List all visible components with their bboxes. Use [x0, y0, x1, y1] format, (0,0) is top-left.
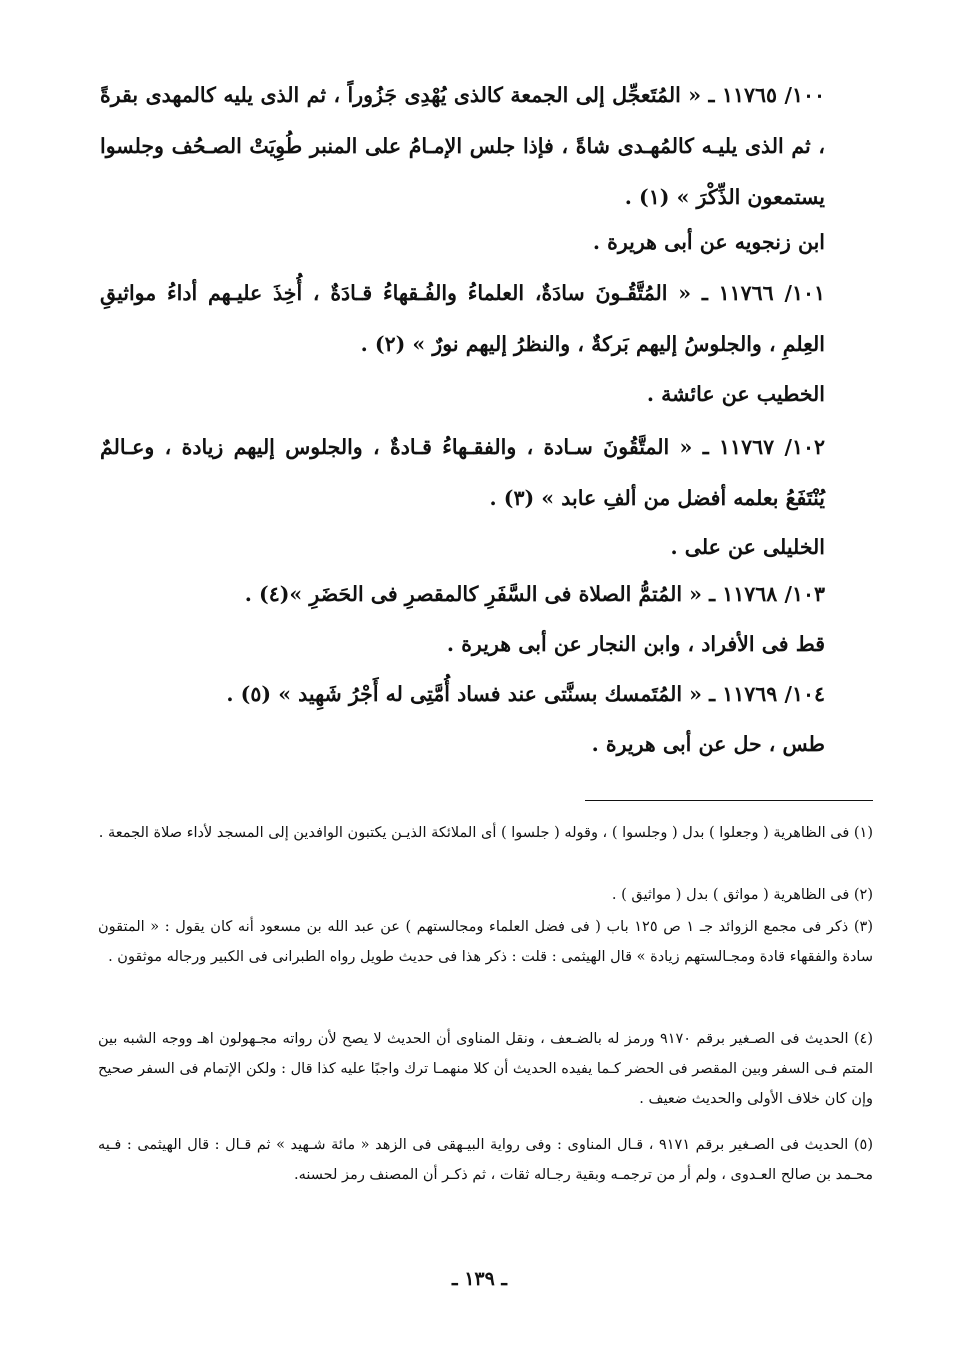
- source-103: قط فى الأفراد ، وابن النجار عن أبى هريرة .: [446, 632, 825, 656]
- source-100: ابن زنجويه عن أبى هريرة .: [592, 230, 825, 254]
- source-101: الخطيب عن عائشة .: [646, 382, 825, 406]
- footnote-separator: [585, 800, 873, 801]
- hadith-102: ١٠٢/ ١١٧٦٧ ـ « المتَّقُونَ سـادة ، والفقـهاءُ قـادةٌ ، والجلوس إليهم زيادة ، وعـالمٌ يُنْتَفَعُ بعلمه أفضل من ألفِ عابد » (٣) .: [100, 435, 825, 510]
- hadith-103: ١٠٣/ ١١٧٦٨ ـ « المُتمُّ الصلاة فى السَّفَرِ كالمقصرِ فى الحَضَرِ »(٤) .: [244, 582, 825, 606]
- footnote-4: (٤) الحديث فى الصـغير برقم ٩١٧٠ ورمز له بالضـعف ، ونقل المناوى أن الحديث لا يصح لأن رواته مجـهولون اهـ ووجه الشبه بين المتم فـى السفر وبين المقصر فى الحضر كـما يفيده الحديث أن كلا منهمـا ترك واجبًا عليه كذا قال : ولكن الإتمام فى السفر صحيح وإن كان خلاف الأولى والحديث ضعيف .: [98, 1031, 873, 1107]
- hadith-100: ١٠٠/ ١١٧٦٥ ـ « المُتَعجِّل إلى الجمعة كالذى يُهْدِى جَزُوراً ، ثم الذى يليه كالمهدى بقرةً ، ثم الذى يليـه كالمُهـدى شاةً ، فإذا جلس الإمـامُ على المنبر طُوِيَتْ الصـحُف وجلسوا يستمعون الذِّكْرَ » (١) .: [100, 83, 825, 209]
- hadith-104: ١٠٤/ ١١٧٦٩ ـ « المُتَمسك بسنَّتى عند فساد أُمَّتِى له أَجْرُ شَهِيد » (٥) .: [226, 682, 825, 706]
- source-102: الخليلى عن على .: [670, 535, 825, 559]
- page-number: ـ ١٣٩ ـ: [452, 1268, 507, 1290]
- source-104: طس ، حل عن أبى هريرة .: [591, 732, 825, 756]
- footnote-2: (٢) فى الظاهرية ( مواثق ) بدل ( مواثيق ) .: [611, 887, 873, 903]
- footnote-3: (٣) ذكر فى مجمع الزوائد جـ ١ ص ١٢٥ باب ( فى فضل العلماء ومجالستهم ) عن عبد الله بن مسعود أنه كان يقول : « المتقون سادة والفقهاء قادة ومجـالستهم زيادة » قال الهيثمى : قلت : ذكر هذا فى حديث طويل رواه الطبرانى فى الكبير ورجاله موثقون .: [98, 919, 873, 965]
- footnote-1: (١) فى الظاهرية ( وجعلوا ) بدل ( وجلسوا ) ، وقوله ( جلسوا ) أى الملائكة الذيـن يكتبون الوافدين إلى المسجد لأداء صلاة الجمعة .: [98, 825, 873, 841]
- hadith-101: ١٠١/ ١١٧٦٦ ـ « المُتَّقُـونَ سادَةٌ، العلماءُ والفُـقهاءُ قـادَةٌ ، أُخِذَ عليـهم أداءُ مواثيقِ العِلمِ ، والجلوسُ إليهم بَركةٌ ، والنظرُ إليهم نورٌ » (٢) .: [100, 281, 826, 356]
- footnote-5: (٥) الحديث فى الصـغير برقم ٩١٧١ ، قـال المناوى : وفى رواية البيـهقى فى الزهد « مائة شـهيد » ثم قـال : قال الهيثمى : فـيه محـمد بن صالح العـدوى ، ولم أر من ترجمـه وبقية رجـاله ثقات ، ثم ذكـر أن المصنف رمز لحسنه.: [98, 1137, 873, 1183]
